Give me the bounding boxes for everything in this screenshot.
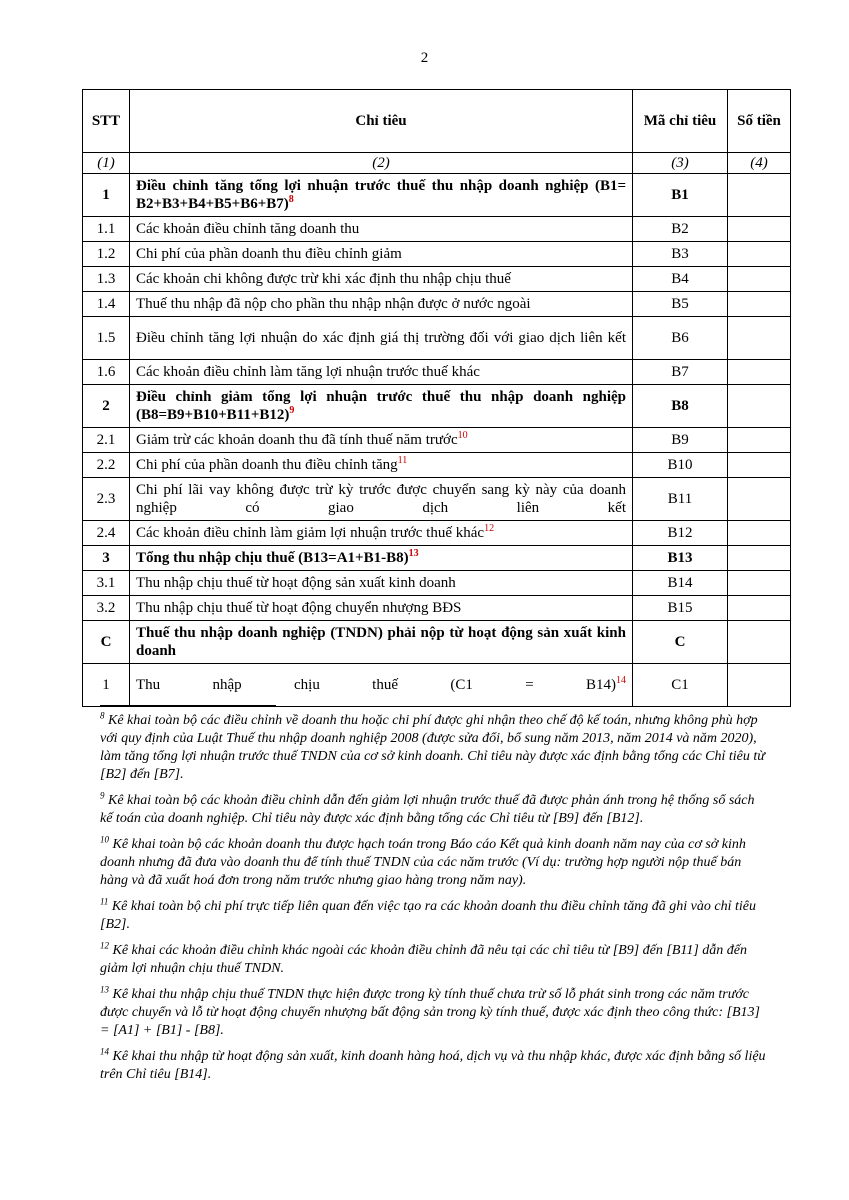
row-name (130, 242, 633, 267)
tax-table (82, 89, 791, 707)
footnote-text: Kê khai thu nhập chịu thuế TNDN thực hiện được trong kỳ tính thuế chưa trừ số lỗ phát sinh trong các năm trước được chuyển và lỗ từ hoạt động chuyển nhượng bất động sản trong kỳ tính thuế, được xác định theo công thức: [B13] = [A1] + [B1] - [B8]. (100, 987, 761, 1038)
footnote-text: Kê khai toàn bộ các khoản điều chỉnh dẫn đến giảm lợi nhuận trước thuế đã được phản ánh trong hệ thống sổ sách kế toán của doanh nghiệp. Chỉ tiêu này được xác định bằng tổng các Chỉ tiêu từ [B9] đến [B12]. (100, 793, 755, 826)
table-row (83, 267, 791, 292)
row-name-text: Điều chỉnh giảm tổng lợi nhuận trước thuế thu nhập doanh nghiệp (B8=B9+B10+B11+B12) (136, 389, 626, 423)
row-code: B1 (633, 174, 728, 217)
footnote-text: Kê khai toàn bộ các khoản doanh thu được hạch toán trong Báo cáo Kết quả kinh doanh năm nay của cơ sở kinh doanh nhưng đã đưa vào doanh thu để tính thuế TNDN của các năm trước (Ví dụ: trường hợp người nộp thuế bán hàng và đã xuất hoá đơn trong năm trước nhưng giao hàng trong năm nay). (100, 837, 746, 888)
row-name (130, 292, 633, 317)
table-row (83, 521, 791, 546)
index-cell: (1) (83, 153, 130, 174)
footnote-number: 14 (100, 1046, 109, 1057)
footnote-ref[interactable]: 11 (397, 455, 408, 466)
footnote-ref[interactable]: 8 (288, 194, 294, 205)
footnote-text: Kê khai thu nhập từ hoạt động sản xuất, kinh doanh hàng hoá, dịch vụ và thu nhập khác, được xác định bằng số liệu trên Chỉ tiêu [B14]. (100, 1049, 766, 1082)
row-stt: 3 (83, 546, 130, 571)
table-row (83, 242, 791, 267)
footnote-ref[interactable]: 14 (616, 675, 626, 686)
index-cell: (4) (728, 153, 791, 174)
table-row (83, 292, 791, 317)
row-amount[interactable] (728, 453, 791, 478)
row-name-text: Thu nhập chịu thuế từ hoạt động sản xuất kinh doanh (136, 575, 456, 591)
table-row (83, 317, 791, 360)
row-code: B13 (633, 546, 728, 571)
table-row (83, 217, 791, 242)
footnote-number: 13 (100, 984, 109, 995)
table-row (83, 664, 791, 707)
footnote (100, 1048, 770, 1084)
row-amount[interactable] (728, 428, 791, 453)
row-amount[interactable] (728, 385, 791, 428)
header-stt: STT (83, 90, 130, 153)
footnote-text: Kê khai toàn bộ chi phí trực tiếp liên quan đến việc tạo ra các khoản doanh thu điều chỉnh tăng đã ghi vào chỉ tiêu [B2]. (100, 899, 756, 932)
row-stt: 2.1 (83, 428, 130, 453)
row-name-text: Chi phí của phần doanh thu điều chỉnh giảm (136, 246, 402, 262)
row-code: B10 (633, 453, 728, 478)
table-row (83, 478, 791, 521)
column-index-row (83, 153, 791, 174)
footnote (100, 898, 770, 934)
table-row (83, 385, 791, 428)
footnote-ref[interactable]: 10 (457, 430, 468, 441)
row-name (130, 664, 633, 707)
row-amount[interactable] (728, 360, 791, 385)
row-code: B7 (633, 360, 728, 385)
row-name-text: Thuế thu nhập đã nộp cho phần thu nhập nhận được ở nước ngoài (136, 296, 531, 312)
footnote-ref[interactable]: 9 (289, 405, 295, 416)
row-name-text: Các khoản điều chỉnh tăng doanh thu (136, 221, 360, 237)
row-name (130, 453, 633, 478)
row-name (130, 317, 633, 360)
row-code: B3 (633, 242, 728, 267)
row-code: B11 (633, 478, 728, 521)
row-name (130, 596, 633, 621)
row-amount[interactable] (728, 267, 791, 292)
row-amount[interactable] (728, 521, 791, 546)
footnote-text: Kê khai toàn bộ các điều chỉnh về doanh thu hoặc chi phí được ghi nhận theo chế độ kế toán, nhưng không phù hợp với quy định của Luật Thuế thu nhập doanh nghiệp 2008 (được sửa đổi, bổ sung năm 2013, năm 2014 và năm 2020), làm tăng tổng lợi nhuận trước thuế TNDN của cơ sở kinh doanh. Chỉ tiêu này được xác định bằng tổng các Chỉ tiêu từ [B2] đến [B7]. (100, 713, 765, 782)
row-name-text: Điều chỉnh tăng tổng lợi nhuận trước thuế thu nhập doanh nghiệp (B1= B2+B3+B4+B5+B6+B7) (136, 178, 626, 212)
table-row (83, 174, 791, 217)
footnote-number: 9 (100, 790, 105, 801)
footnote-number: 8 (100, 710, 105, 721)
page-number: 2 (420, 50, 429, 66)
row-name-text: Các khoản điều chỉnh làm giảm lợi nhuận trước thuế khác (136, 525, 485, 541)
row-code: B2 (633, 217, 728, 242)
row-name (130, 385, 633, 428)
row-name (130, 478, 633, 521)
footnote (100, 986, 770, 1040)
table-row (83, 546, 791, 571)
row-stt: 2.2 (83, 453, 130, 478)
row-stt: 1 (83, 174, 130, 217)
row-name-text: Điều chỉnh tăng lợi nhuận do xác định giá thị trường đối với giao dịch liên kết (136, 330, 626, 346)
row-name-text: Thu nhập chịu thuế từ hoạt động chuyển nhượng BĐS (136, 600, 462, 616)
row-code: B9 (633, 428, 728, 453)
row-stt: 1.2 (83, 242, 130, 267)
row-name-text: Các khoản chi không được trừ khi xác định thu nhập chịu thuế (136, 271, 511, 287)
row-name-text: Chi phí lãi vay không được trừ kỳ trước được chuyển sang kỳ này của doanh nghiệp có giao dịch liên kết (136, 482, 626, 516)
table-row (83, 360, 791, 385)
row-name (130, 360, 633, 385)
footnote (100, 792, 770, 828)
footnote-text: Kê khai các khoản điều chỉnh khác ngoài các khoản điều chỉnh đã nêu tại các chỉ tiêu từ [B9] đến [B11] dẫn đến giảm lợi nhuận chịu thuế TNDN. (100, 943, 747, 976)
index-cell: (2) (130, 153, 633, 174)
row-code: B4 (633, 267, 728, 292)
footnote-ref[interactable]: 13 (408, 548, 419, 559)
row-code: C (633, 621, 728, 664)
row-code: C1 (633, 664, 728, 707)
row-name-text: Giảm trừ các khoản doanh thu đã tính thuế năm trước (136, 432, 458, 448)
row-name (130, 571, 633, 596)
table-row (83, 571, 791, 596)
row-stt: 1 (83, 664, 130, 707)
row-code: B15 (633, 596, 728, 621)
header-amount: Số tiền (728, 90, 791, 153)
row-stt: 1.1 (83, 217, 130, 242)
row-amount[interactable] (728, 174, 791, 217)
row-name (130, 428, 633, 453)
row-name-text: Thuế thu nhập doanh nghiệp (TNDN) phải nộp từ hoạt động sản xuất kinh doanh (136, 625, 626, 659)
footnote (100, 836, 770, 890)
row-amount[interactable] (728, 292, 791, 317)
table-row (83, 428, 791, 453)
row-stt: 3.1 (83, 571, 130, 596)
row-name (130, 217, 633, 242)
row-code: B8 (633, 385, 728, 428)
footnote-number: 11 (100, 896, 109, 907)
row-amount[interactable] (728, 217, 791, 242)
row-name (130, 267, 633, 292)
row-code: B6 (633, 317, 728, 360)
row-stt: 3.2 (83, 596, 130, 621)
row-amount[interactable] (728, 317, 791, 360)
row-amount[interactable] (728, 242, 791, 267)
row-amount[interactable] (728, 664, 791, 707)
row-stt: 1.5 (83, 317, 130, 360)
row-amount[interactable] (728, 478, 791, 521)
footnote (100, 712, 770, 784)
table-row (83, 596, 791, 621)
row-code: B12 (633, 521, 728, 546)
row-amount[interactable] (728, 546, 791, 571)
row-code: B5 (633, 292, 728, 317)
footnote (100, 942, 770, 978)
header-name: Chỉ tiêu (130, 90, 633, 153)
row-stt: 1.3 (83, 267, 130, 292)
table-row (83, 453, 791, 478)
table-row (83, 621, 791, 664)
row-name (130, 174, 633, 217)
row-name (130, 546, 633, 571)
row-name-text: Các khoản điều chỉnh làm tăng lợi nhuận trước thuế khác (136, 364, 480, 380)
row-amount[interactable] (728, 571, 791, 596)
footnote-number: 12 (100, 940, 109, 951)
row-name-text: Chi phí của phần doanh thu điều chỉnh tăng (136, 457, 398, 473)
footnote-ref[interactable]: 12 (484, 523, 495, 534)
row-stt: C (83, 621, 130, 664)
row-amount[interactable] (728, 621, 791, 664)
row-name (130, 621, 633, 664)
row-stt: 2.4 (83, 521, 130, 546)
row-code: B14 (633, 571, 728, 596)
row-name (130, 521, 633, 546)
index-cell: (3) (633, 153, 728, 174)
row-stt: 2.3 (83, 478, 130, 521)
footnote-number: 10 (100, 834, 109, 845)
row-stt: 1.4 (83, 292, 130, 317)
footnote-separator (100, 705, 276, 706)
row-amount[interactable] (728, 596, 791, 621)
footnotes (100, 712, 770, 1092)
row-stt: 1.6 (83, 360, 130, 385)
row-name-text: Tổng thu nhập chịu thuế (B13=A1+B1-B8) (136, 550, 409, 566)
row-name-text: Thu nhập chịu thuế (C1 = B14) (136, 677, 616, 693)
row-stt: 2 (83, 385, 130, 428)
table-header-row (83, 90, 791, 153)
header-code: Mã chỉ tiêu (633, 90, 728, 153)
